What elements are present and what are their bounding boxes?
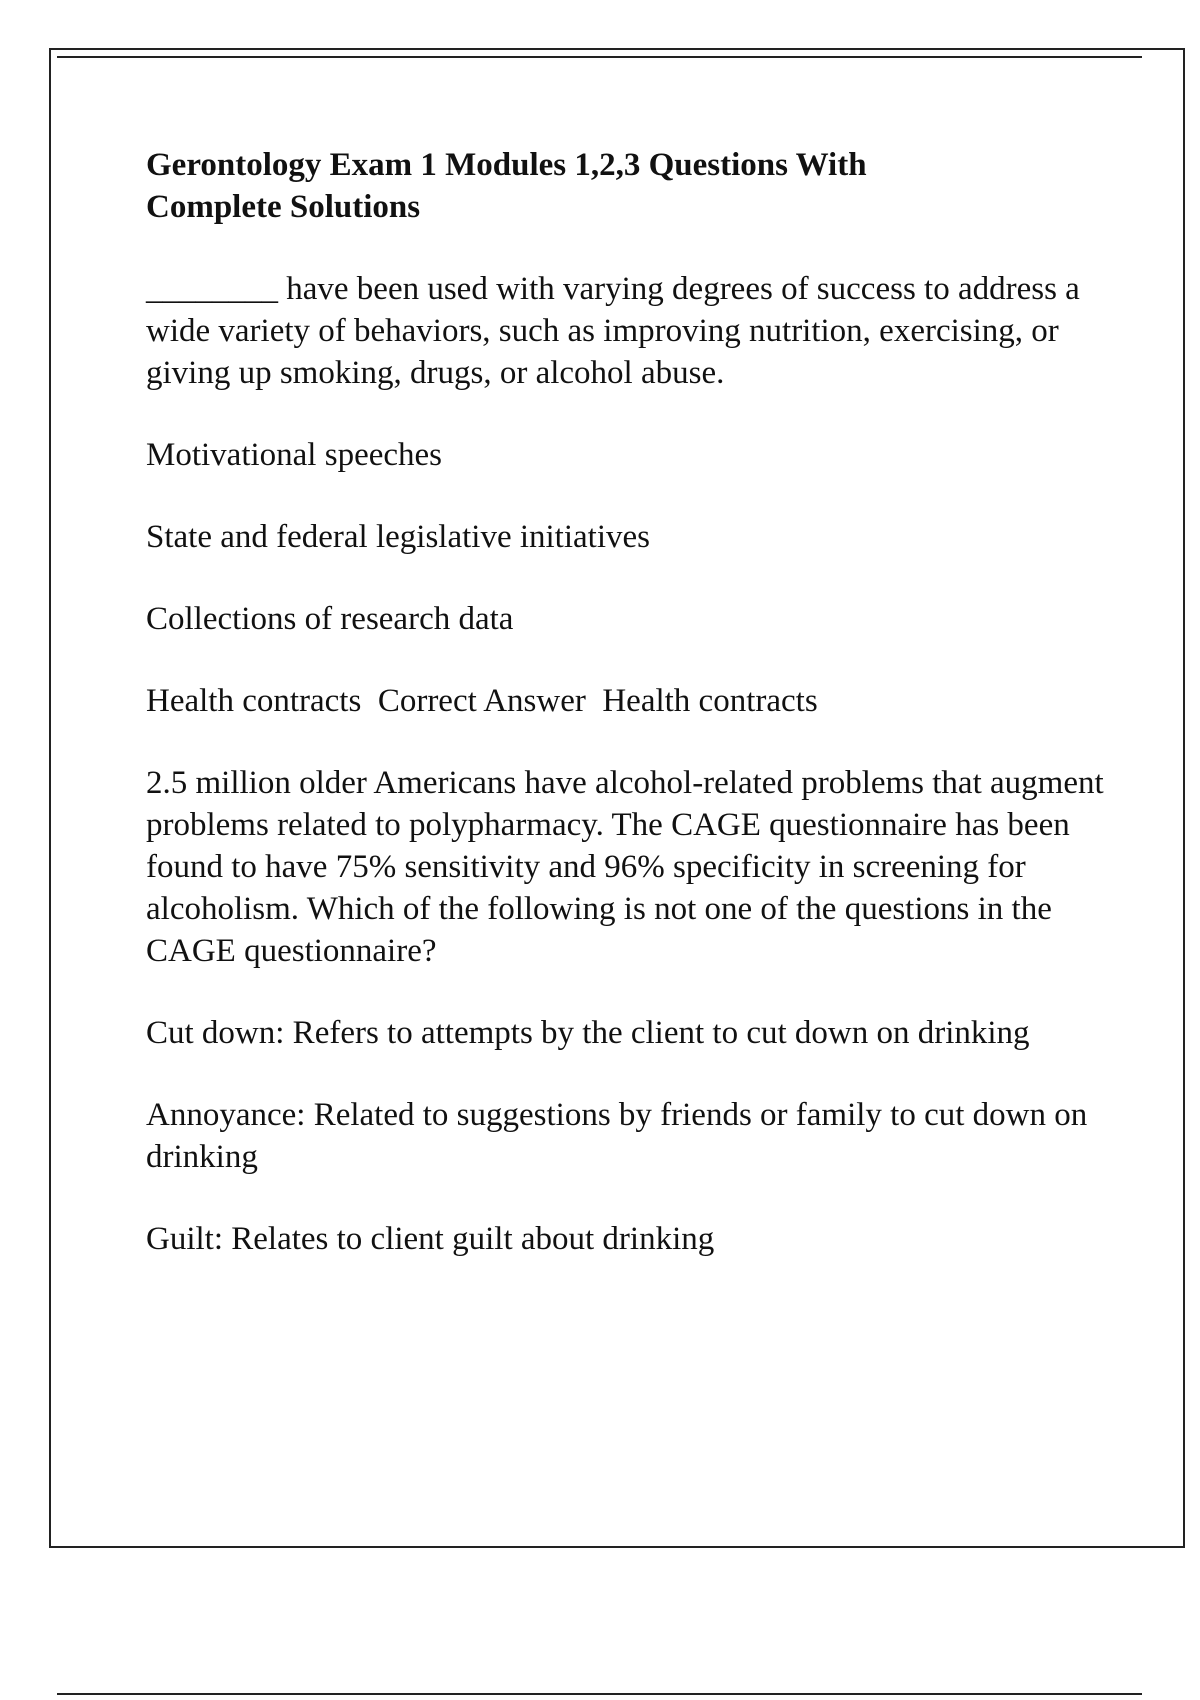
document-body <box>146 144 1106 1300</box>
bottom-rule <box>57 1693 1142 1695</box>
question-1-option-4-answer: Health contracts Correct Answer Health contracts <box>146 683 818 719</box>
question-2-stem: 2.5 million older Americans have alcohol-related problems that augment problems related to polypharmacy. The CAGE questionnaire has been found to have 75% sensitivity and 96% specificity in screening for alcoholism. Which of the following is not one of the questions in the CAGE questionnaire? <box>146 765 1104 969</box>
question-2-option-1: Cut down: Refers to attempts by the client to cut down on drinking <box>146 1015 1030 1051</box>
question-1-option-2: State and federal legislative initiatives <box>146 519 650 555</box>
question-1-option-1: Motivational speeches <box>146 437 443 473</box>
question-1-stem <box>146 268 1106 394</box>
question-2-option-3: Guilt: Relates to client guilt about drinking <box>146 1221 715 1257</box>
question-2-option-2: Annoyance: Related to suggestions by friends or family to cut down on drinking <box>146 1097 1088 1175</box>
question-1-text: have been used with varying degrees of success to address a wide variety of behaviors, such as improving nutrition, exercising, or giving up smoking, drugs, or alcohol abuse. <box>146 271 1080 391</box>
question-1-blank: ________ <box>146 271 278 307</box>
document-title: Gerontology Exam 1 Modules 1,2,3 Questions With Complete Solutions <box>146 147 867 225</box>
question-1-option-3: Collections of research data <box>146 601 514 637</box>
